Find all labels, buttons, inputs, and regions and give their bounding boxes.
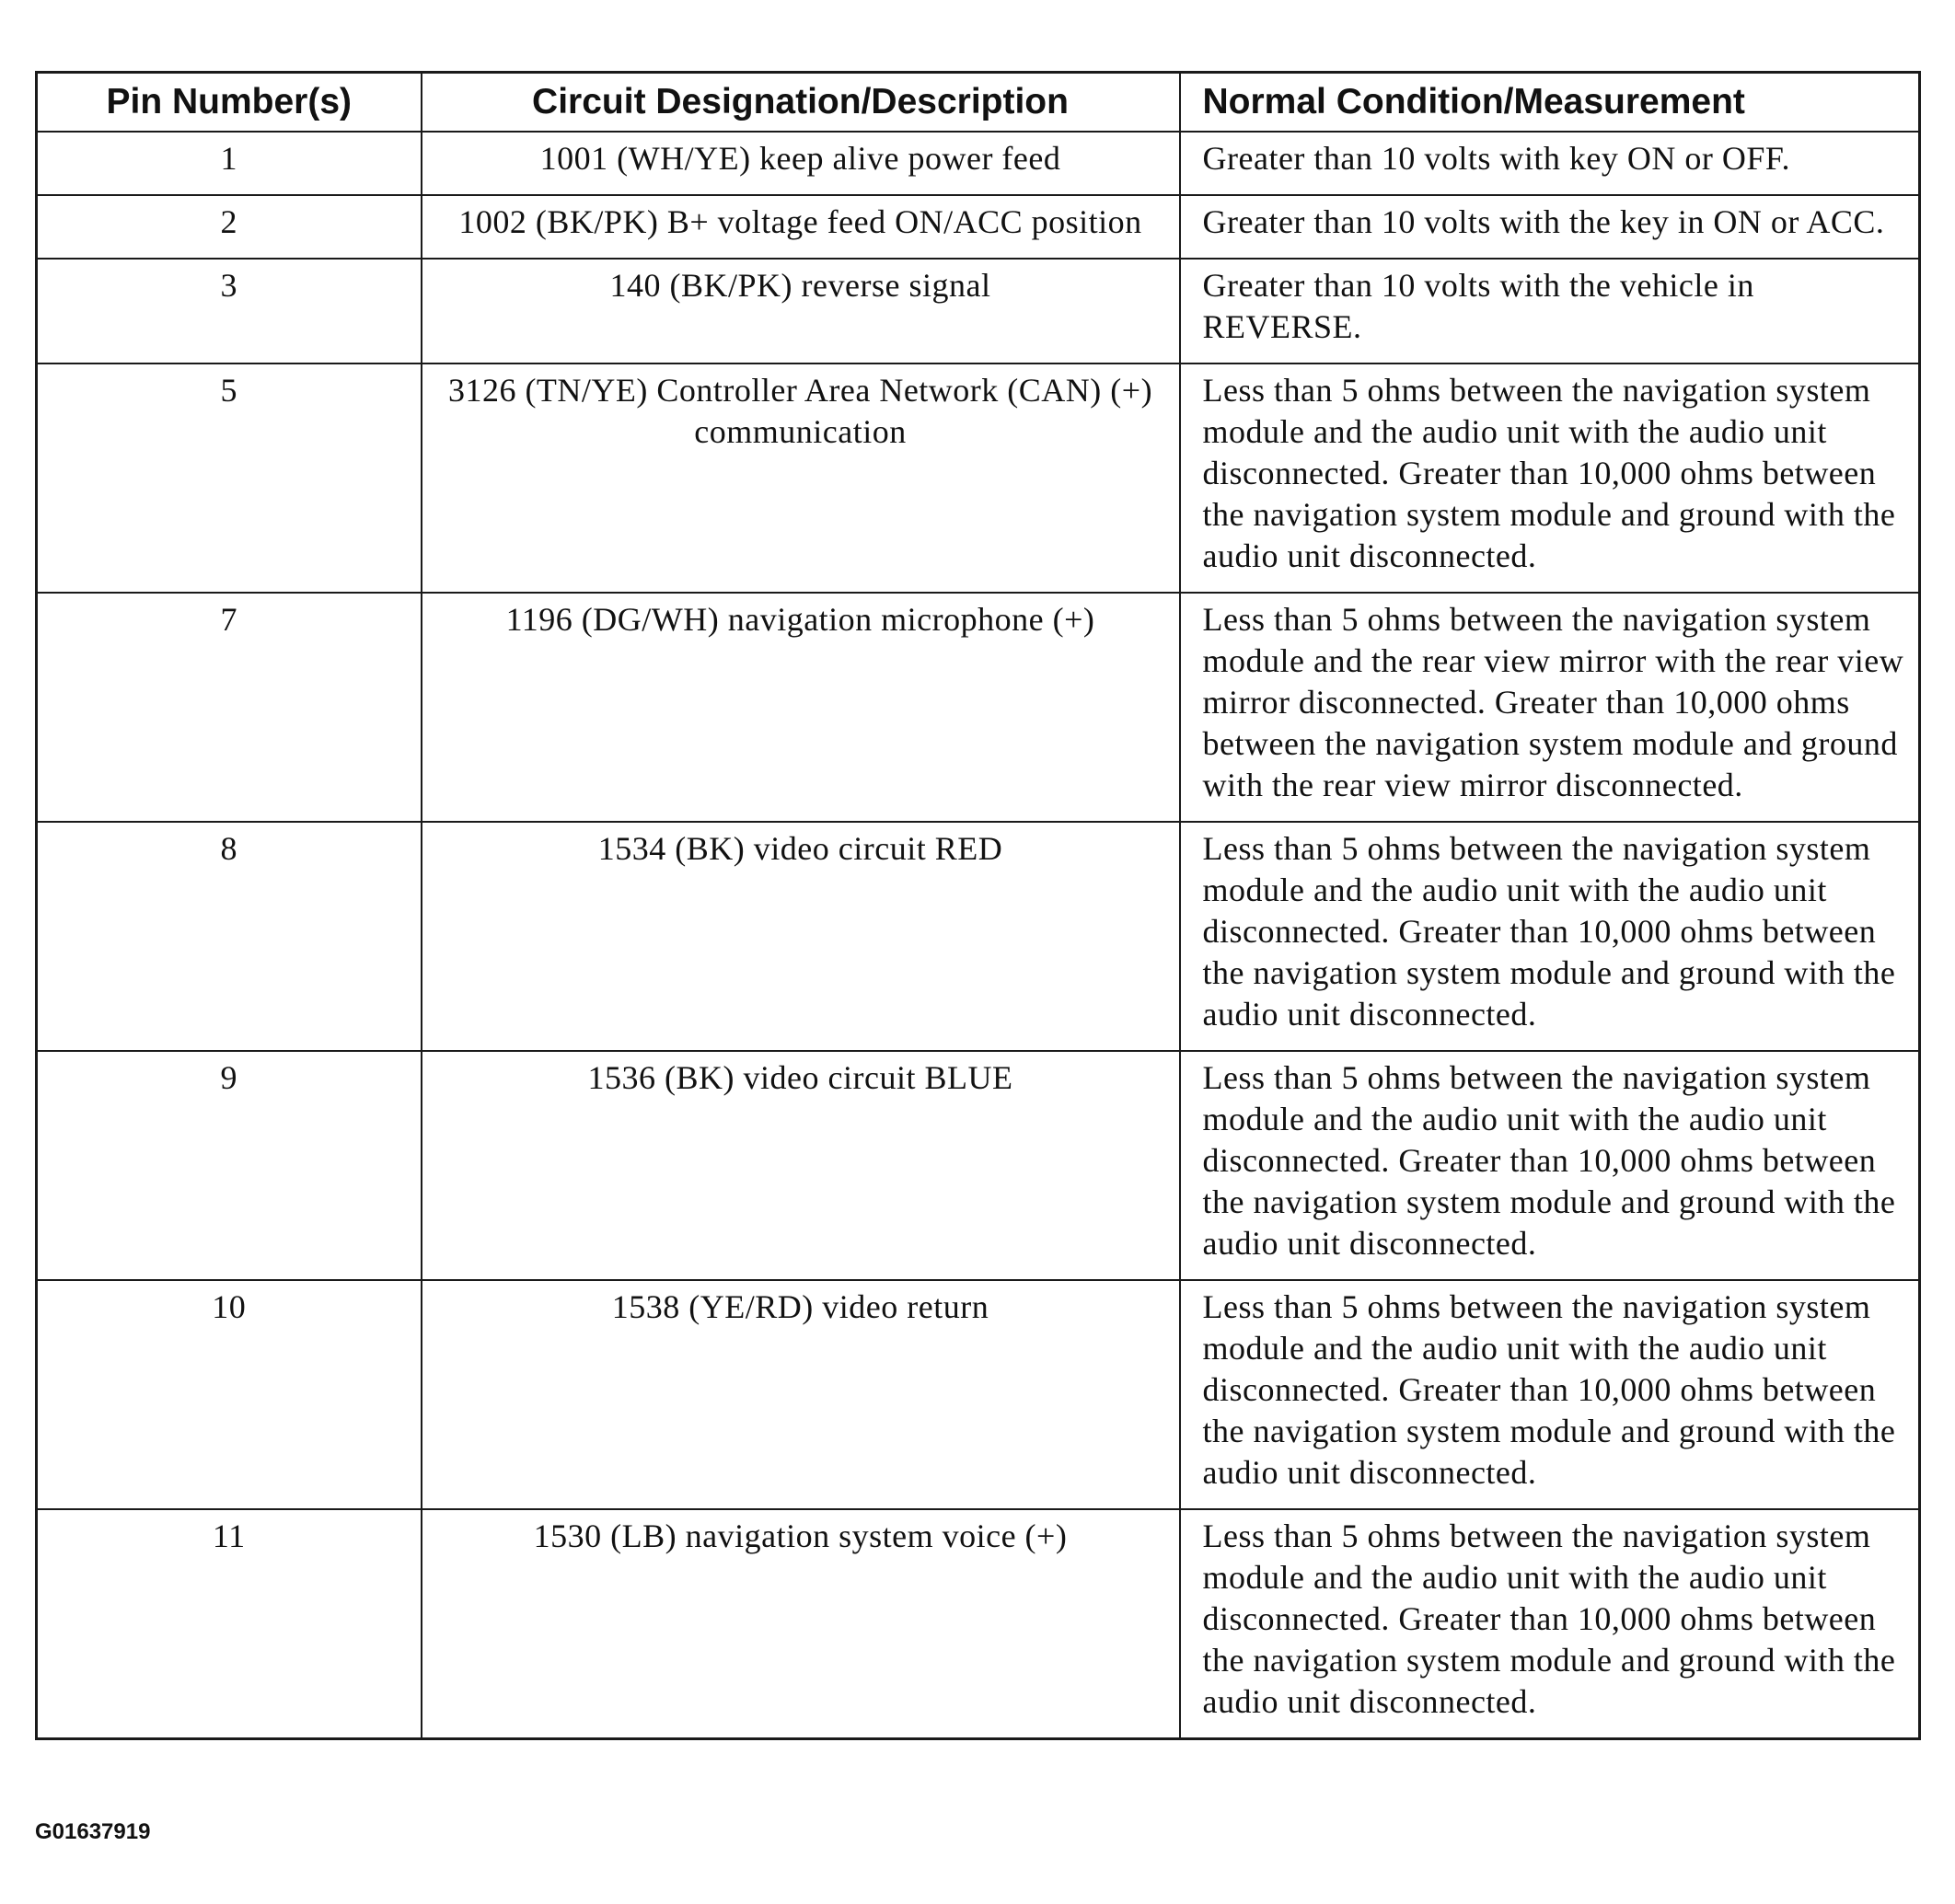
pin-table-container xyxy=(35,71,1918,1740)
table-row xyxy=(37,1280,1920,1509)
pin-table xyxy=(35,71,1921,1740)
header-normal-condition: Normal Condition/Measurement xyxy=(1180,73,1920,133)
measurement-cell: Less than 5 ohms between the navigation system module and the audio unit with the audio unit disconnected. Greater than 10,000 ohms between the navigation system module and ground with the audio unit disconnected. xyxy=(1180,1280,1920,1509)
measurement-cell: Less than 5 ohms between the navigation system module and the audio unit with the audio unit disconnected. Greater than 10,000 ohms between the navigation system module and ground with the audio unit disconnected. xyxy=(1180,363,1920,593)
header-row xyxy=(37,73,1920,133)
circuit-description-cell: 1196 (DG/WH) navigation microphone (+) xyxy=(422,593,1180,822)
table-row xyxy=(37,822,1920,1051)
circuit-description-cell: 1002 (BK/PK) B+ voltage feed ON/ACC position xyxy=(422,195,1180,259)
pin-number-cell: 7 xyxy=(37,593,422,822)
table-row xyxy=(37,593,1920,822)
circuit-description-cell: 140 (BK/PK) reverse signal xyxy=(422,259,1180,363)
header-circuit-description: Circuit Designation/Description xyxy=(422,73,1180,133)
table-row xyxy=(37,1051,1920,1280)
table-row xyxy=(37,132,1920,195)
circuit-description-cell: 1534 (BK) video circuit RED xyxy=(422,822,1180,1051)
measurement-cell: Less than 5 ohms between the navigation system module and the audio unit with the audio unit disconnected. Greater than 10,000 ohms between the navigation system module and ground with the audio unit disconnected. xyxy=(1180,822,1920,1051)
measurement-cell: Less than 5 ohms between the navigation system module and the rear view mirror with the rear view mirror disconnected. Greater than 10,000 ohms between the navigation system module and ground with the rear view mirror disconnected. xyxy=(1180,593,1920,822)
pin-number-cell: 8 xyxy=(37,822,422,1051)
pin-number-cell: 1 xyxy=(37,132,422,195)
pin-number-cell: 5 xyxy=(37,363,422,593)
circuit-description-cell: 1538 (YE/RD) video return xyxy=(422,1280,1180,1509)
table-row xyxy=(37,195,1920,259)
measurement-cell: Less than 5 ohms between the navigation system module and the audio unit with the audio unit disconnected. Greater than 10,000 ohms between the navigation system module and ground with the audio unit disconnected. xyxy=(1180,1051,1920,1280)
pin-number-cell: 10 xyxy=(37,1280,422,1509)
measurement-cell: Greater than 10 volts with the key in ON or ACC. xyxy=(1180,195,1920,259)
measurement-cell: Less than 5 ohms between the navigation system module and the audio unit with the audio unit disconnected. Greater than 10,000 ohms between the navigation system module and ground with the audio unit disconnected. xyxy=(1180,1509,1920,1739)
circuit-description-cell: 3126 (TN/YE) Controller Area Network (CAN) (+) communication xyxy=(422,363,1180,593)
table-row xyxy=(37,363,1920,593)
circuit-description-cell: 1530 (LB) navigation system voice (+) xyxy=(422,1509,1180,1739)
pin-number-cell: 11 xyxy=(37,1509,422,1739)
circuit-description-cell: 1001 (WH/YE) keep alive power feed xyxy=(422,132,1180,195)
measurement-cell: Greater than 10 volts with key ON or OFF. xyxy=(1180,132,1920,195)
pin-number-cell: 3 xyxy=(37,259,422,363)
header-pin-numbers: Pin Number(s) xyxy=(37,73,422,133)
figure-id: G01637919 xyxy=(35,1819,151,1844)
pin-number-cell: 9 xyxy=(37,1051,422,1280)
measurement-cell: Greater than 10 volts with the vehicle in REVERSE. xyxy=(1180,259,1920,363)
table-row xyxy=(37,1509,1920,1739)
table-row xyxy=(37,259,1920,363)
pin-number-cell: 2 xyxy=(37,195,422,259)
circuit-description-cell: 1536 (BK) video circuit BLUE xyxy=(422,1051,1180,1280)
